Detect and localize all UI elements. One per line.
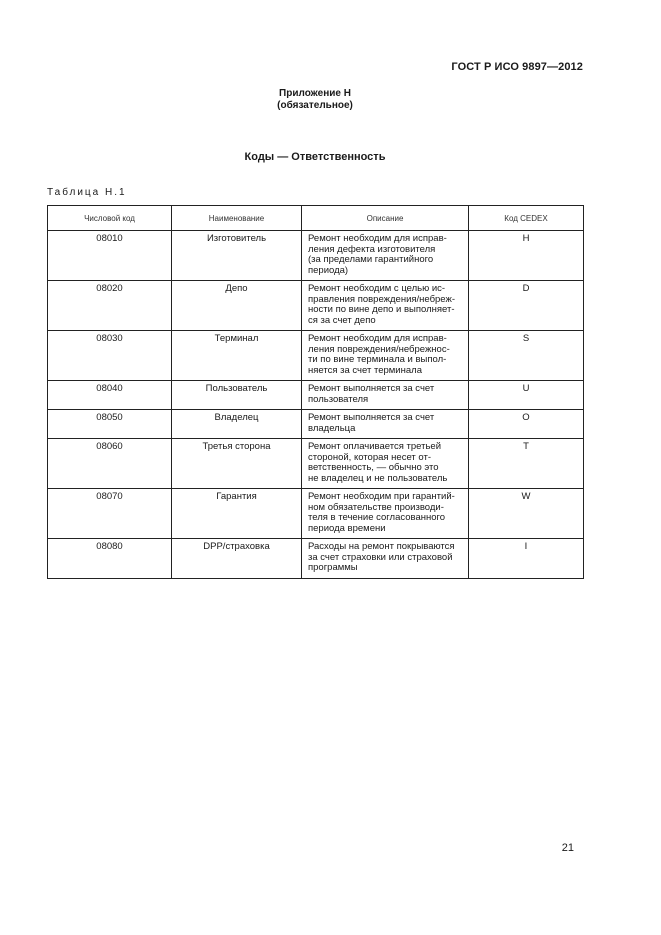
column-header-code: Числовой код [48,206,172,231]
table-row [48,489,584,539]
description-line: ления дефекта изготовителя [308,243,436,255]
cell-description [302,231,469,281]
cell-cedex [469,381,584,410]
cell-code [48,410,172,439]
cell-name-text: Депо [225,283,248,294]
description-line: няется за счет терминала [308,364,422,376]
cell-cedex-text: I [524,541,528,552]
table-row [48,410,584,439]
cell-cedex-text: W [521,491,531,502]
description-line: стороной, которая несет от- [308,451,432,463]
cell-cedex [469,410,584,439]
description-line: правления повреждения/небреж- [308,293,455,305]
cell-code-text: 08010 [96,233,123,244]
cell-description-text [302,539,468,578]
description-line: теля в течение согласованного [308,512,446,523]
cell-name-text: Изготовитель [206,233,267,244]
cell-code [48,281,172,331]
cell-code-text: 08060 [96,441,123,452]
appendix-title: Приложение Н [279,88,351,99]
cell-description [302,539,469,579]
cell-name-text: Третья сторона [202,441,271,452]
cell-code [48,439,172,489]
description-line: Расходы на ремонт покрываются [308,541,455,552]
cell-description [302,439,469,489]
cell-cedex-text: O [522,412,530,423]
table-row [48,381,584,410]
cell-name-text: Терминал [214,333,259,344]
cell-code [48,231,172,281]
cell-description-text [302,410,468,438]
cell-description-text [302,381,468,409]
description-line: Ремонт необходим для исправ- [308,333,447,344]
description-line: пользователя [308,393,369,405]
cell-cedex-text: S [522,333,530,344]
description-line: Ремонт выполняется за счет [308,412,435,423]
section-title: Коды — Ответственность [244,151,386,163]
cell-code [48,539,172,579]
description-line: не владелец и не пользователь [308,472,448,484]
cell-description-text [302,489,468,538]
cell-name [172,381,302,410]
cell-description [302,381,469,410]
cell-name [172,539,302,579]
cell-name-text: DPP/страховка [203,541,270,552]
appendix-heading [0,88,630,112]
cell-description-text [302,231,468,280]
cell-cedex-text: H [522,233,530,244]
table-header-row [48,206,584,231]
column-header-description: Описание [302,206,469,231]
cell-description [302,331,469,381]
cell-description-text [302,281,468,330]
description-line: периода) [308,264,349,276]
cell-cedex [469,231,584,281]
cell-code [48,331,172,381]
cell-name [172,281,302,331]
cell-description [302,410,469,439]
cell-code-text: 08020 [96,283,123,294]
cell-cedex [469,331,584,381]
cell-name-text: Владелец [214,412,259,423]
description-line: владельца [308,422,356,434]
cell-description [302,489,469,539]
cell-cedex [469,489,584,539]
table-row [48,281,584,331]
cell-cedex [469,439,584,489]
page-number: 21 [561,842,574,854]
appendix-subtitle: (обязательное) [277,100,353,111]
description-line: программы [308,562,358,573]
description-line: (за пределами гарантийного [308,254,434,265]
cell-code-text: 08040 [96,383,123,394]
table-row [48,539,584,579]
codes-table [47,205,584,579]
description-line: Ремонт выполняется за счет [308,383,435,394]
description-line: за счет страховки или страховой [308,551,453,563]
standard-designation: ГОСТ Р ИСО 9897—2012 [451,61,583,73]
cell-code-text: 08030 [96,333,123,344]
description-line: ся за счет депо [308,314,376,326]
description-line: ном обязательстве производи- [308,501,444,513]
cell-name-text: Пользователь [205,383,268,394]
cell-code [48,381,172,410]
cell-code-text: 08070 [96,491,123,502]
description-line: Ремонт необходим при гарантий- [308,491,455,502]
table-body [48,231,584,579]
cell-description [302,281,469,331]
description-line: ления повреждения/небрежнос- [308,343,450,355]
description-line: периода времени [308,522,386,534]
description-line: Ремонт необходим для исправ- [308,233,447,244]
cell-name [172,331,302,381]
cell-name [172,231,302,281]
cell-code-text: 08050 [96,412,123,423]
cell-name-text: Гарантия [216,491,257,502]
description-line: ности по вине депо и выполняет- [308,304,455,315]
table-row [48,439,584,489]
description-line: Ремонт необходим с целью ис- [308,283,446,294]
cell-cedex [469,539,584,579]
column-header-cedex: Код CEDEX [469,206,584,231]
cell-name [172,489,302,539]
cell-description-text [302,439,468,488]
cell-code [48,489,172,539]
cell-cedex-text: T [523,441,529,452]
column-header-name: Наименование [172,206,302,231]
table-caption: Таблица Н.1 [47,187,127,198]
cell-description-text [302,331,468,380]
description-line: ти по вине терминала и выпол- [308,354,447,365]
cell-name [172,410,302,439]
table-row [48,231,584,281]
cell-cedex-text: D [522,283,530,294]
table-row [48,331,584,381]
description-line: Ремонт оплачивается третьей [308,441,442,452]
description-line: ветственность, — обычно это [308,462,439,473]
cell-name [172,439,302,489]
cell-cedex [469,281,584,331]
cell-code-text: 08080 [96,541,123,552]
cell-cedex-text: U [522,383,530,394]
